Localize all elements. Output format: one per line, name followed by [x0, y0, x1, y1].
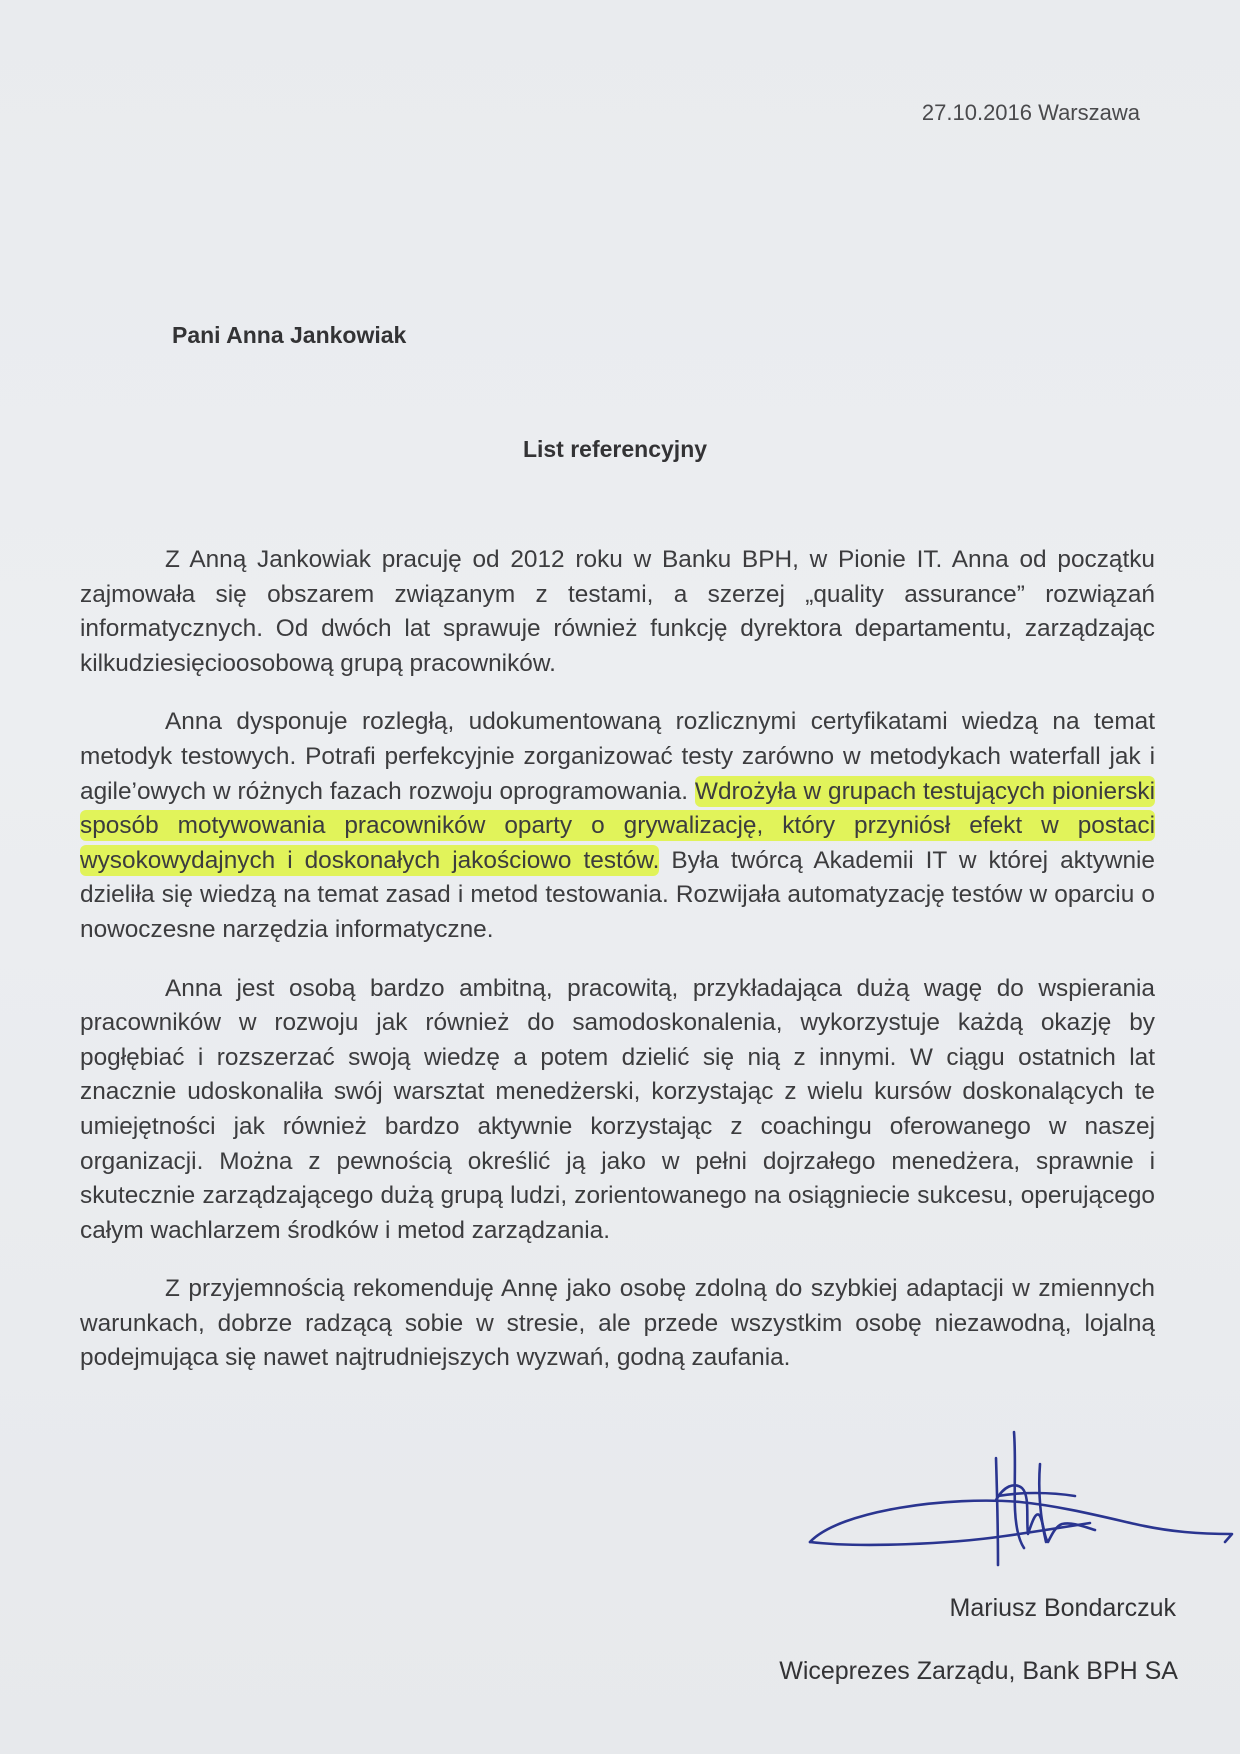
- paragraph-2-outro: Była twórcą Akademii IT w której aktywnie dzieliła się wiedzą na temat zasad i metod testowania. Rozwijała automatyzację testów w oparciu o nowoczesne narzędzia informatyczne.: [80, 846, 1155, 943]
- paragraph-3: Anna jest osobą bardzo ambitną, pracowitą, przykładająca dużą wagę do wspierania pracowników w rozwoju jak również do samodoskonalenia, wykorzystuje każdą okazję by pogłębiać i rozszerzać swoją wiedzę a potem dzielić się nią z innymi. W ciągu ostatnich lat znacznie udoskonaliła swój warsztat menedżerski, korzystając z wielu kursów doskonalących te umiejętności jak również bardzo aktywnie korzystając z coachingu oferowanego w naszej organizacji. Można z pewnością określić ją jako w pełni dojrzałego menedżera, sprawnie i skutecznie zarządzającego dużą grupą ludzi, zorientowanego na osiągniecie sukcesu, operującego całym wachlarzem środków i metod zarządzania.: [80, 974, 1155, 1244]
- handwritten-signature: [800, 1430, 1240, 1570]
- paragraph-1: Z Anną Jankowiak pracuję od 2012 roku w Banku BPH, w Pionie IT. Anna od początku zajmowała się obszarem związanym z testami, a szerzej „quality assurance” rozwiązań informatycznych. Od dwóch lat sprawuje również funkcję dyrektora departamentu, zarządzając kilkudziesięcioosobową grupą pracowników.: [80, 546, 1155, 677]
- signer-title: Wiceprezes Zarządu, Bank BPH SA: [779, 1657, 1178, 1685]
- letter-body: [80, 543, 1155, 1400]
- letter-title: List referencyjny: [522, 436, 708, 462]
- date-place: 27.10.2016 Warszawa: [921, 100, 1140, 125]
- recipient-name: Pani Anna Jankowiak: [172, 322, 407, 348]
- highlighted-text: Wdrożyła w grupach testujących pionierski sposób motywowania pracowników oparty o grywalizację, który przyniósł efekt w postaci wysokowydajnych i doskonałych jakościowo testów.: [80, 777, 1155, 874]
- paragraph-4: Z przyjemnością rekomenduję Annę jako osobę zdolną do szybkiej adaptacji w zmiennych warunkach, dobrze radzącą sobie w stresie, ale przede wszystkim osobę niezawodną, lojalną podejmująca się nawet najtrudniejszych wyzwań, godną zaufania.: [80, 1275, 1155, 1372]
- paragraph-2: [80, 705, 1155, 947]
- signer-name: Mariusz Bondarczuk: [949, 1594, 1176, 1622]
- paragraph-2-intro: Anna dysponuje rozległą, udokumentowaną rozlicznymi certyfikatami wiedzą na temat metodyk testowych. Potrafi perfekcyjnie zorganizować testy zarówno w metodykach waterfall jak i agile’owych w różnych fazach rozwoju oprogramowania.: [80, 708, 1155, 805]
